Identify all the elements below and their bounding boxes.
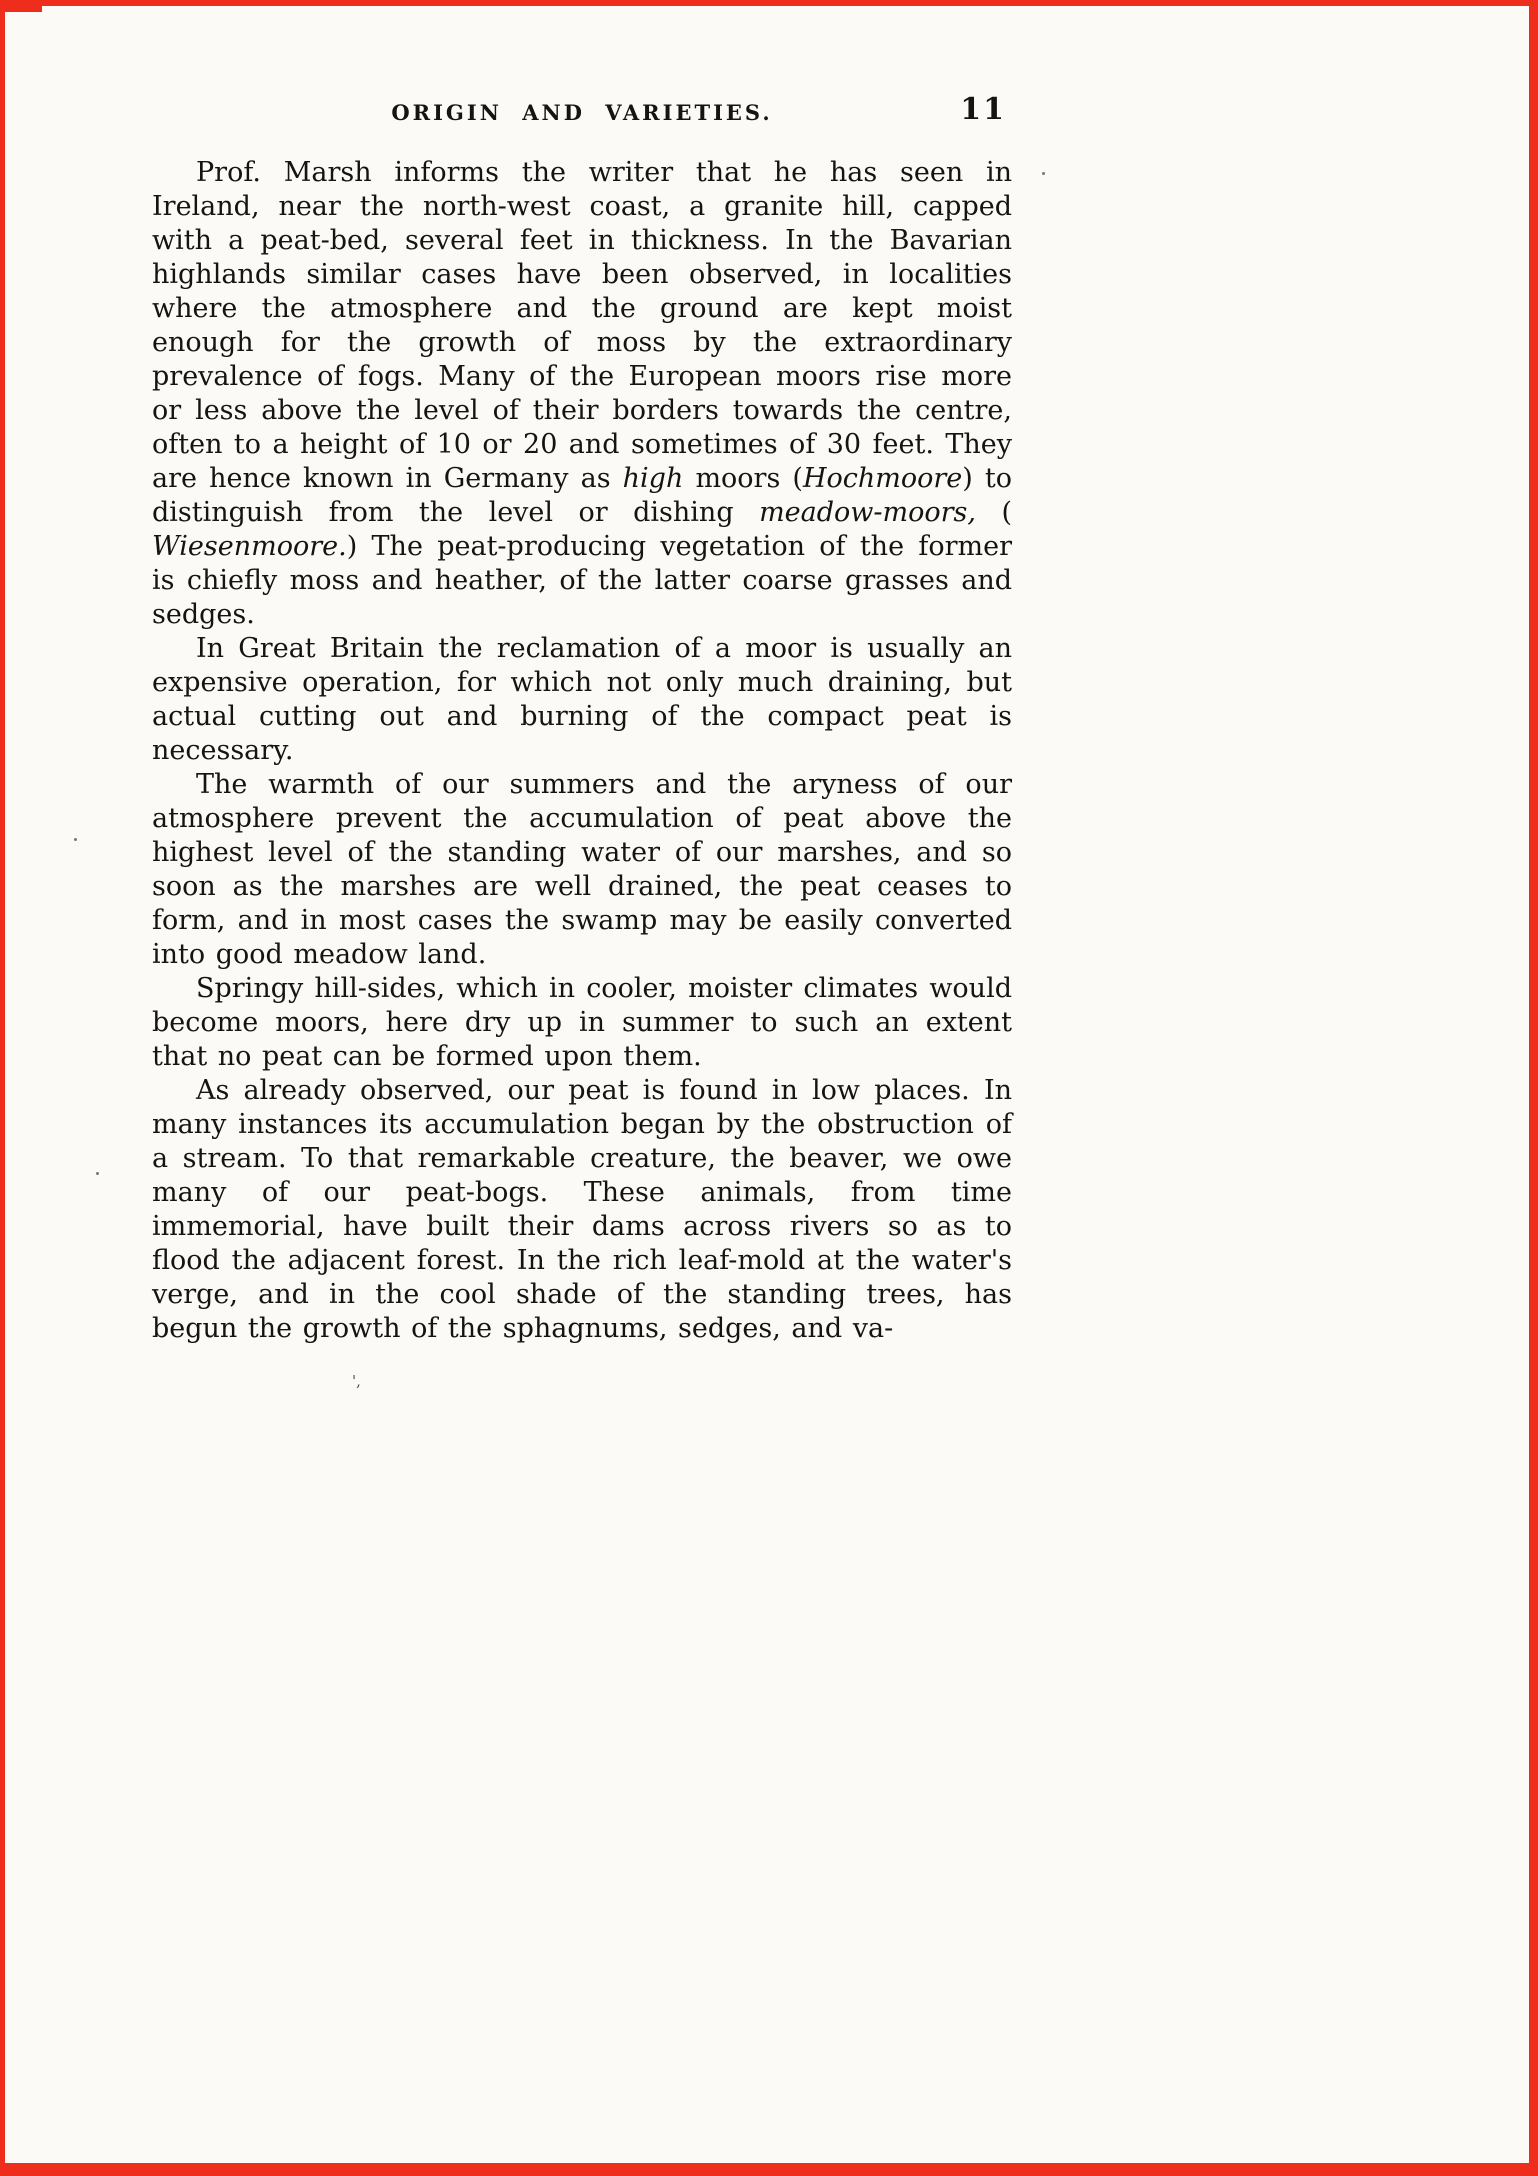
page-header — [152, 92, 1012, 134]
text-run: ) The peat-producing vegetation of the former is chiefly moss and heather, of the latter coarse grasses and sedges. — [152, 531, 1012, 630]
paragraph — [152, 768, 1012, 972]
text-run: moors ( — [683, 463, 803, 494]
scan-speck — [96, 1172, 99, 1175]
scan-artifact-mark: ', — [352, 1372, 361, 1390]
text-run: In Great Britain the reclamation of a moor is usually an expensive operation, for which not only much draining, but actual cutting out and burning of the compact peat is necessary. — [152, 633, 1012, 766]
scan-edge-bottom — [0, 2163, 1538, 2176]
scan-edge-left — [0, 0, 5, 2176]
paragraph — [152, 156, 1012, 632]
scan-edge-corner — [0, 0, 42, 12]
text-run: ( — [976, 497, 1012, 528]
scan-edge-right — [1529, 0, 1538, 2176]
paragraph — [152, 972, 1012, 1074]
scan-edge-top — [0, 0, 1538, 6]
text-run: Springy hill-sides, which in cooler, moister climates would become moors, here dry up in summer to such an extent that no peat can be formed upon them. — [152, 973, 1012, 1072]
running-header-title: ORIGIN AND VARIETIES. — [391, 100, 773, 125]
page-body-text — [152, 156, 1012, 1346]
italic-text-run: Wiesenmoore. — [152, 531, 347, 562]
text-run: Prof. Marsh informs the writer that he has seen in Ireland, near the north-west coast, a granite hill, capped with a peat-bed, several feet in thickness. In the Bavarian highlands similar cases have been observed, in localities where the atmosphere and the ground are kept moist enough for the growth of moss by the extraordinary prevalence of fogs. Many of the European moors rise more or less above the level of their borders towards the centre, often to a height of 10 or 20 and sometimes of 30 feet. They are hence known in Germany as — [152, 157, 1012, 494]
italic-text-run: high — [622, 463, 684, 494]
page-number: 11 — [960, 92, 1006, 127]
text-run: The warmth of our summers and the aryness of our atmosphere prevent the accumulation of peat above the highest level of the standing water of our marshes, and so soon as the marshes are well drained, the peat ceases to form, and in most cases the swamp may be easily converted into good meadow land. — [152, 769, 1012, 970]
scan-speck — [1042, 172, 1045, 175]
paragraph — [152, 1074, 1012, 1346]
scan-speck — [74, 838, 77, 841]
italic-text-run: meadow-moors, — [759, 497, 976, 528]
page-content — [152, 92, 1012, 1346]
text-run: ) to distinguish from the level or dishing — [152, 463, 1012, 528]
paragraph — [152, 632, 1012, 768]
text-run: As already observed, our peat is found in low places. In many instances its accumulation began by the obstruction of a stream. To that remarkable creature, the beaver, we owe many of our peat-bogs. These animals, from time immemorial, have built their dams across rivers so as to flood the adjacent forest. In the rich leaf-mold at the water's verge, and in the cool shade of the standing trees, has begun the growth of the sphagnums, sedges, and va- — [152, 1075, 1012, 1344]
italic-text-run: Hochmoore — [802, 463, 963, 494]
